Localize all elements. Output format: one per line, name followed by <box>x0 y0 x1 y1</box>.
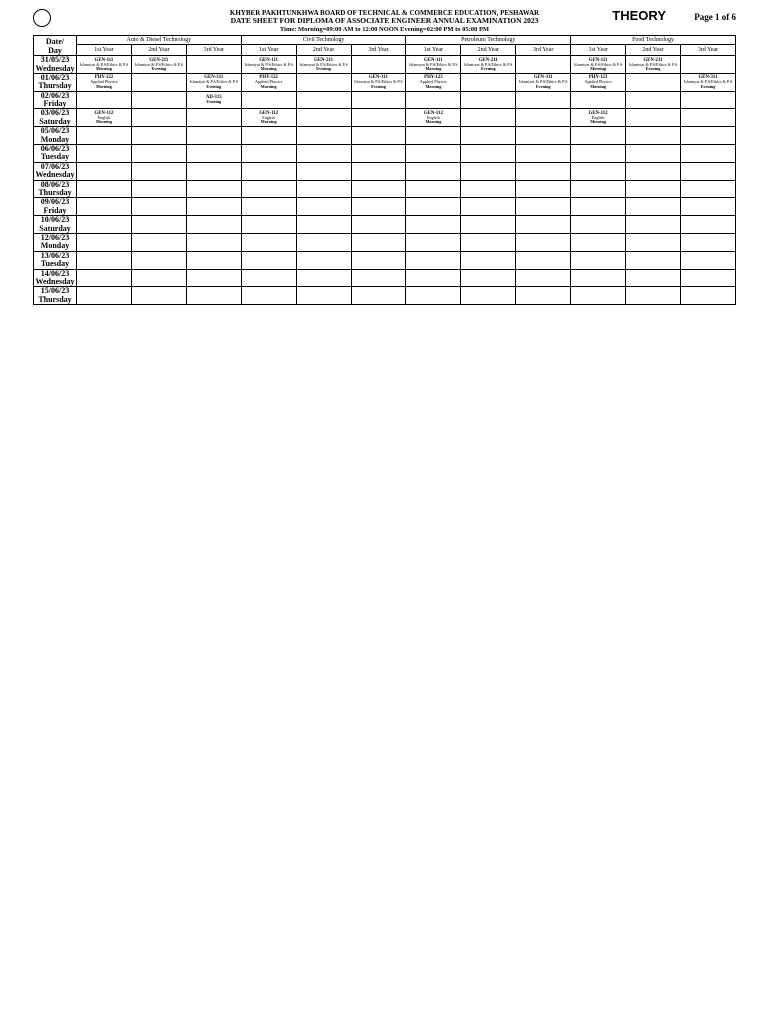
paper-cell <box>241 127 296 145</box>
paper-slot: Evening <box>535 83 551 89</box>
paper-cell <box>680 109 735 127</box>
paper-title: Islamiyat & P.S/Ethics & P.S <box>573 61 623 67</box>
paper-cell <box>77 91 132 109</box>
paper-cell <box>241 233 296 251</box>
paper-cell <box>680 216 735 234</box>
paper-cell <box>131 251 186 269</box>
paper-cell <box>516 287 571 305</box>
paper-title: Applied Physics <box>584 79 612 85</box>
paper-cell <box>241 251 296 269</box>
paper-cell <box>571 180 626 198</box>
paper-cell <box>351 91 406 109</box>
paper-slot: Morning <box>260 119 277 125</box>
sheet-header <box>33 9 736 33</box>
paper-cell <box>77 251 132 269</box>
paper-cell <box>626 109 681 127</box>
paper-slot: Morning <box>96 83 112 89</box>
paper-cell <box>516 73 571 91</box>
date-sheet-page-1 <box>33 9 736 305</box>
paper-cell <box>680 233 735 251</box>
paper-title: Islamiyat & P.S/Ethics & P.S <box>134 61 184 67</box>
paper-cell <box>77 233 132 251</box>
date-cell: 31/05/23 Wednesday <box>35 55 75 73</box>
date-cell: 02/06/23 Friday <box>34 91 77 109</box>
paper-title: Islamiyat & P.S/Ethics & P.S <box>683 79 733 85</box>
paper-cell <box>351 162 406 180</box>
year-header: 1st Year <box>571 45 626 56</box>
paper-title: English <box>262 114 276 120</box>
paper-cell <box>461 73 516 91</box>
paper-code: GEN-112 <box>259 110 279 116</box>
schedule-row <box>34 73 736 91</box>
paper-cell <box>626 198 681 216</box>
paper-code: GEN-111 <box>588 57 608 63</box>
year-header: 1st Year <box>77 45 132 56</box>
paper-cell <box>461 145 516 163</box>
paper-cell <box>516 109 571 127</box>
paper-code: GEN-311 <box>369 75 388 81</box>
paper-cell <box>131 91 186 109</box>
paper-cell <box>351 56 406 74</box>
paper-cell <box>516 162 571 180</box>
date-cell: 03/06/23 Saturday <box>34 109 77 127</box>
schedule-row <box>34 269 736 287</box>
paper-cell <box>241 162 296 180</box>
paper-cell <box>571 287 626 305</box>
paper-title: Islamiyat & P.S/Ethics & P.S <box>519 79 568 85</box>
paper-cell <box>241 109 296 127</box>
paper-cell <box>571 109 626 127</box>
paper-cell <box>516 91 571 109</box>
paper-cell <box>241 216 296 234</box>
sheet-title: DATE SHEET FOR DIPLOMA OF ASSOCIATE ENGINEER ANNUAL EXAMINATION 2023 <box>230 16 539 26</box>
paper-cell <box>571 269 626 287</box>
paper-cell <box>626 251 681 269</box>
paper-title: Applied Physics <box>90 79 118 85</box>
schedule-table <box>33 35 736 305</box>
paper-cell <box>406 127 461 145</box>
year-header: 3rd Year <box>680 45 735 56</box>
year-header: 2nd Year <box>296 45 351 56</box>
paper-cell <box>571 127 626 145</box>
paper-cell <box>626 91 681 109</box>
paper-slot: Evening <box>206 83 222 89</box>
paper-slot: Evening <box>316 66 331 72</box>
paper-cell <box>461 251 516 269</box>
paper-slot: Morning <box>590 83 607 89</box>
paper-cell <box>186 216 241 234</box>
paper-code: GEN-112 <box>423 110 443 116</box>
date-cell: 14/06/23 Wednesday <box>35 269 75 286</box>
schedule-row <box>34 251 736 269</box>
paper-cell <box>680 91 735 109</box>
paper-cell <box>186 287 241 305</box>
paper-cell <box>77 198 132 216</box>
paper-code: GEN-311 <box>204 75 224 81</box>
paper-cell <box>186 180 241 198</box>
schedule-row <box>34 216 736 234</box>
date-cell: 09/06/23 Friday <box>34 198 77 216</box>
paper-cell <box>626 233 681 251</box>
paper-cell <box>571 216 626 234</box>
paper-cell <box>571 198 626 216</box>
schedule-row <box>34 233 736 251</box>
paper-cell <box>461 91 516 109</box>
paper-cell <box>516 216 571 234</box>
paper-cell <box>77 127 132 145</box>
paper-cell <box>516 198 571 216</box>
paper-title: Islamiyat & P.S/Ethics & P.S <box>354 79 403 85</box>
paper-cell <box>296 180 351 198</box>
paper-cell <box>461 269 516 287</box>
paper-code: PHY-122 <box>259 75 278 81</box>
date-cell: 10/06/23 Saturday <box>34 216 77 234</box>
paper-cell <box>680 198 735 216</box>
paper-title: Islamiyat & P.S/Ethics & P.S <box>79 61 129 67</box>
paper-cell <box>516 145 571 163</box>
paper-cell <box>516 233 571 251</box>
paper-cell <box>241 287 296 305</box>
schedule-row <box>34 127 736 145</box>
paper-code: GEN-111 <box>259 57 278 63</box>
paper-title: English <box>426 114 440 120</box>
paper-code: GEN-311 <box>698 75 718 81</box>
paper-cell <box>296 269 351 287</box>
paper-code: GEN-211 <box>149 57 169 63</box>
year-header: 2nd Year <box>131 45 186 56</box>
paper-code: AD-313 <box>205 95 222 101</box>
paper-cell <box>186 198 241 216</box>
paper-cell <box>351 127 406 145</box>
paper-cell <box>680 251 735 269</box>
paper-cell <box>77 269 132 287</box>
paper-cell <box>131 56 186 74</box>
paper-cell <box>406 287 461 305</box>
paper-title: English <box>591 114 605 120</box>
paper-cell <box>131 233 186 251</box>
date-cell: 05/06/23 Monday <box>34 127 77 145</box>
paper-cell <box>241 180 296 198</box>
paper-slot: Evening <box>206 99 222 105</box>
paper-cell <box>351 180 406 198</box>
paper-cell <box>461 109 516 127</box>
year-header: 3rd Year <box>186 45 241 56</box>
paper-slot: Morning <box>260 66 277 72</box>
paper-slot: Evening <box>151 66 167 72</box>
paper-cell <box>680 127 735 145</box>
schedule-row <box>34 180 736 198</box>
paper-code: GEN-211 <box>643 57 663 63</box>
paper-cell <box>131 73 186 91</box>
paper-cell <box>406 56 461 74</box>
paper-slot: Evening <box>700 83 716 89</box>
paper-cell <box>406 180 461 198</box>
paper-cell <box>296 198 351 216</box>
paper-cell <box>296 91 351 109</box>
paper-cell <box>406 251 461 269</box>
paper-cell <box>241 91 296 109</box>
schedule-row <box>34 91 736 109</box>
paper-cell <box>131 162 186 180</box>
paper-cell <box>77 56 132 74</box>
paper-cell <box>186 233 241 251</box>
paper-cell <box>461 216 516 234</box>
paper-code: PHY-122 <box>94 75 114 81</box>
paper-cell <box>680 287 735 305</box>
paper-cell <box>406 109 461 127</box>
paper-cell <box>131 269 186 287</box>
paper-code: GEN-112 <box>94 110 114 116</box>
paper-cell <box>406 73 461 91</box>
paper-code: GEN-311 <box>533 75 553 81</box>
paper-cell <box>571 91 626 109</box>
paper-cell <box>296 127 351 145</box>
schedule-row <box>34 145 736 163</box>
paper-cell <box>626 287 681 305</box>
paper-slot: Morning <box>96 66 112 72</box>
paper-title: Islamiyat & P.S/Ethics & P.S <box>189 79 238 85</box>
paper-cell <box>626 216 681 234</box>
paper-cell <box>296 251 351 269</box>
paper-cell <box>406 216 461 234</box>
year-header: 2nd Year <box>626 45 681 56</box>
paper-cell <box>626 162 681 180</box>
paper-title: Islamiyat & P.S/Ethics & P.S <box>464 61 513 67</box>
paper-cell <box>77 109 132 127</box>
paper-cell <box>461 233 516 251</box>
year-header: 3rd Year <box>351 45 406 56</box>
paper-cell <box>351 287 406 305</box>
theory-label: THEORY <box>612 8 666 23</box>
paper-cell <box>351 145 406 163</box>
paper-cell <box>186 91 241 109</box>
paper-cell <box>77 162 132 180</box>
paper-cell <box>186 251 241 269</box>
date-cell: 15/06/23 Thursday <box>34 287 77 305</box>
paper-cell <box>571 233 626 251</box>
paper-cell <box>186 109 241 127</box>
paper-cell <box>77 73 132 91</box>
paper-cell <box>241 269 296 287</box>
org-name: KHYBER PAKHTUNKHWA BOARD OF TECHNICAL & COMMERCE EDUCATION, PESHAWAR <box>229 9 540 17</box>
paper-cell <box>461 162 516 180</box>
paper-cell <box>516 127 571 145</box>
paper-code: GEN-211 <box>478 57 498 63</box>
paper-cell <box>186 73 241 91</box>
paper-code: PHY-123 <box>588 75 608 81</box>
paper-cell <box>406 145 461 163</box>
paper-cell <box>296 216 351 234</box>
paper-cell <box>131 127 186 145</box>
paper-cell <box>186 162 241 180</box>
paper-title: Islamiyat & P.S/Ethics & P.S <box>244 61 293 67</box>
paper-slot: Evening <box>480 66 496 72</box>
paper-code: PHY-123 <box>424 75 443 81</box>
paper-cell <box>571 145 626 163</box>
paper-cell <box>680 269 735 287</box>
year-header: 2nd Year <box>461 45 516 56</box>
paper-cell <box>131 198 186 216</box>
paper-cell <box>626 73 681 91</box>
paper-cell <box>131 216 186 234</box>
paper-cell <box>296 56 351 74</box>
date-cell: 13/06/23 Tuesday <box>34 251 77 269</box>
paper-cell <box>77 287 132 305</box>
paper-cell <box>461 127 516 145</box>
schedule-row <box>34 162 736 180</box>
paper-cell <box>351 198 406 216</box>
paper-slot: Morning <box>425 83 442 89</box>
paper-title: Islamiyat & P.S/Ethics & P.S <box>628 61 678 67</box>
paper-cell <box>131 109 186 127</box>
paper-cell <box>351 73 406 91</box>
paper-cell <box>351 109 406 127</box>
page-number: Page 1 of 6 <box>694 12 736 22</box>
paper-title: Islamiyat & P.S/Ethics & P.S <box>299 61 348 67</box>
paper-cell <box>296 73 351 91</box>
paper-cell <box>626 145 681 163</box>
paper-cell <box>296 109 351 127</box>
paper-cell <box>461 198 516 216</box>
paper-cell <box>186 269 241 287</box>
paper-slot: Morning <box>590 119 607 125</box>
paper-cell <box>461 180 516 198</box>
paper-slot: Evening <box>645 66 661 72</box>
paper-cell <box>571 251 626 269</box>
paper-cell <box>241 198 296 216</box>
paper-cell <box>571 73 626 91</box>
year-header: 3rd Year <box>516 45 571 56</box>
date-cell: 01/06/23 Thursday <box>34 73 77 91</box>
tech-header: Petroleum Technology <box>406 36 571 45</box>
paper-cell <box>626 127 681 145</box>
paper-cell <box>680 145 735 163</box>
paper-cell <box>186 127 241 145</box>
tech-header: Food Technology <box>571 36 736 45</box>
paper-cell <box>516 251 571 269</box>
paper-title: Islamiyat & P.S/Ethics & P.S <box>409 61 458 67</box>
paper-cell <box>131 145 186 163</box>
paper-slot: Morning <box>425 66 442 72</box>
paper-cell <box>461 56 516 74</box>
paper-slot: Morning <box>425 119 442 125</box>
paper-code: GEN-111 <box>424 57 443 63</box>
paper-cell <box>296 162 351 180</box>
date-cell: 12/06/23 Monday <box>34 233 77 251</box>
paper-cell <box>406 198 461 216</box>
paper-cell <box>296 145 351 163</box>
date-cell: 08/06/23 Thursday <box>34 180 77 198</box>
exam-time: Time: Morning=09:00 AM to 12:00 NOON Evening=02:00 PM to 05:00 PM <box>279 25 490 33</box>
paper-slot: Morning <box>96 119 112 125</box>
paper-cell <box>241 56 296 74</box>
paper-cell <box>351 269 406 287</box>
year-header: 1st Year <box>406 45 461 56</box>
tech-header: Civil Technology <box>241 36 406 45</box>
date-cell: 07/06/23 Wednesday <box>35 162 75 180</box>
paper-cell <box>406 91 461 109</box>
paper-title: Applied Physics <box>419 79 448 85</box>
paper-cell <box>406 162 461 180</box>
paper-cell <box>77 216 132 234</box>
paper-cell <box>406 269 461 287</box>
paper-cell <box>516 269 571 287</box>
schedule-row <box>34 287 736 305</box>
paper-cell <box>296 233 351 251</box>
paper-cell <box>296 287 351 305</box>
paper-cell <box>680 162 735 180</box>
paper-slot: Morning <box>590 66 607 72</box>
paper-cell <box>680 180 735 198</box>
schedule-row <box>34 109 736 127</box>
schedule-row <box>34 56 736 74</box>
paper-cell <box>241 73 296 91</box>
date-cell: 06/06/23 Tuesday <box>34 145 77 163</box>
paper-slot: Morning <box>260 83 277 89</box>
paper-cell <box>516 56 571 74</box>
paper-cell <box>680 56 735 74</box>
schedule-row <box>34 198 736 216</box>
paper-cell <box>186 145 241 163</box>
paper-cell <box>461 287 516 305</box>
paper-title: Applied Physics <box>255 79 283 85</box>
paper-cell <box>351 216 406 234</box>
paper-cell <box>131 180 186 198</box>
paper-cell <box>131 287 186 305</box>
paper-cell <box>351 251 406 269</box>
paper-cell <box>77 145 132 163</box>
paper-cell <box>626 56 681 74</box>
paper-cell <box>516 180 571 198</box>
paper-cell <box>77 180 132 198</box>
tech-header: Auto & Diesel Technology <box>77 36 242 45</box>
paper-slot: Evening <box>371 83 386 89</box>
paper-title: English <box>97 114 111 120</box>
paper-cell <box>186 56 241 74</box>
paper-code: GEN-112 <box>588 110 608 116</box>
paper-cell <box>351 233 406 251</box>
paper-cell <box>626 269 681 287</box>
paper-cell <box>680 73 735 91</box>
paper-code: GEN-211 <box>314 57 334 63</box>
year-header: 1st Year <box>241 45 296 56</box>
paper-cell <box>571 56 626 74</box>
paper-cell <box>241 145 296 163</box>
paper-cell <box>406 233 461 251</box>
paper-code: GEN-111 <box>94 57 114 63</box>
date-day-header: Date/ Day <box>34 36 77 56</box>
paper-cell <box>626 180 681 198</box>
paper-cell <box>571 162 626 180</box>
board-logo-icon <box>33 9 51 27</box>
